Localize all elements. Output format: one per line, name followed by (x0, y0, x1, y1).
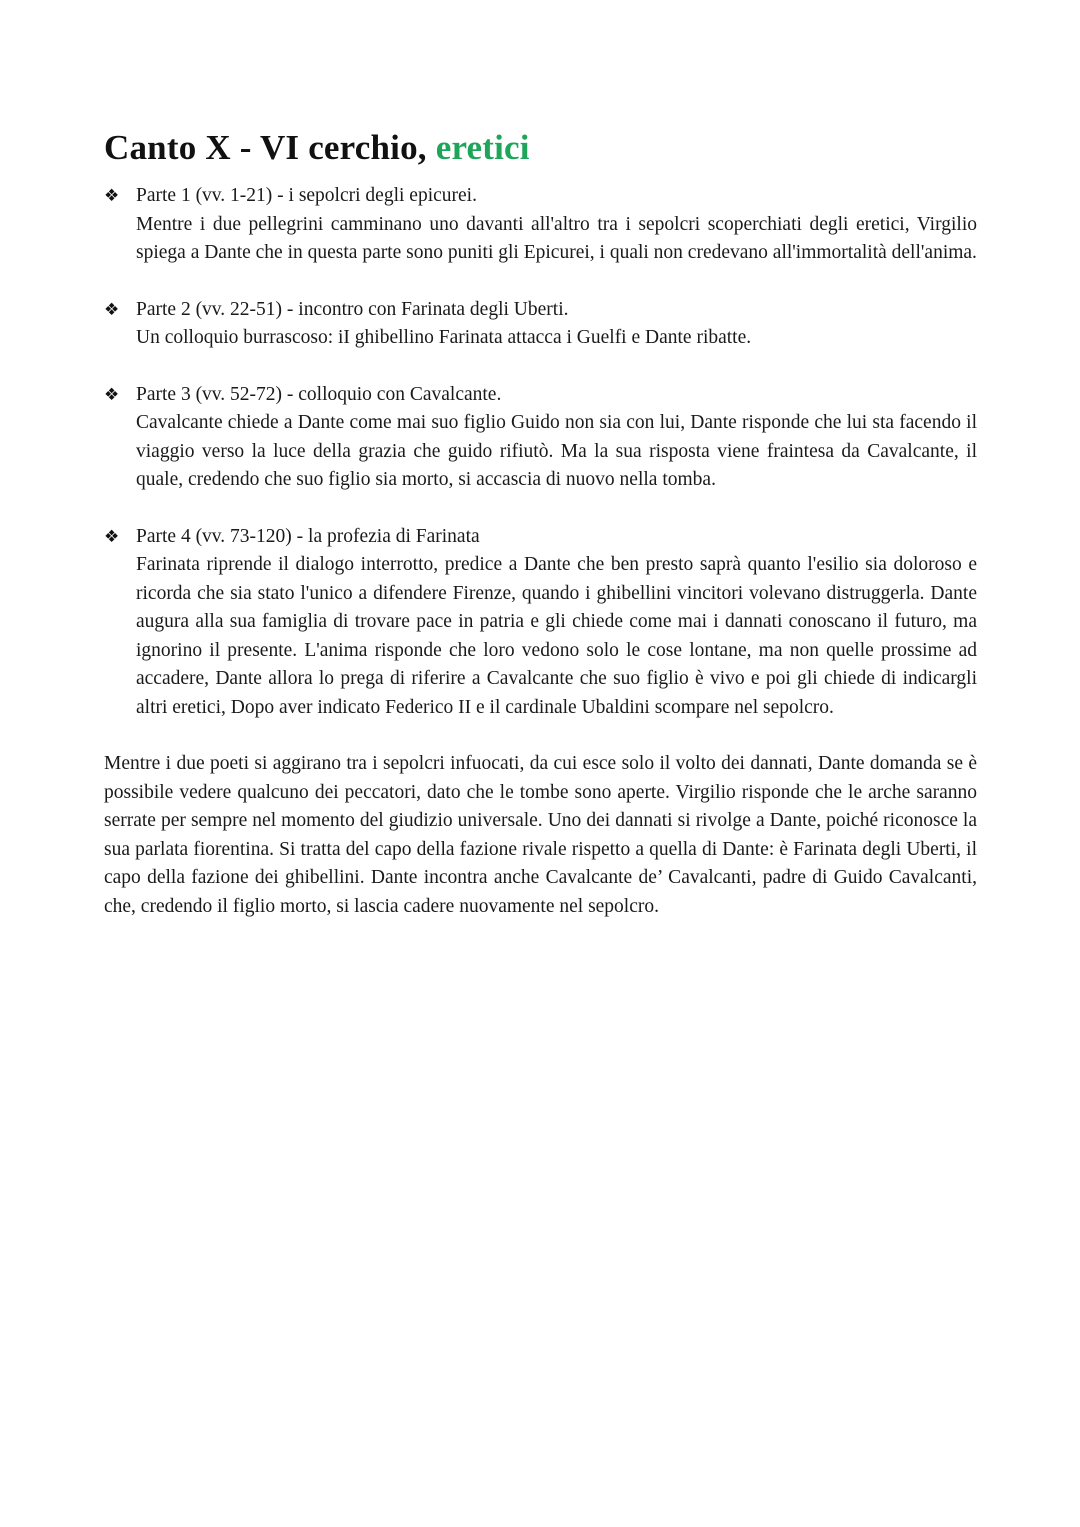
parts-list (104, 182, 977, 722)
part-body: Cavalcante chiede a Dante come mai suo figlio Guido non sia con lui, Dante risponde che lui sta facendo il viaggio verso la luce della grazia che guido rifiutò. Ma la sua risposta viene fraintesa da Cavalcante, il quale, credendo che suo figlio sia morto, si accascia di nuovo nella tomba. (136, 412, 977, 490)
part-heading: Parte 3 (vv. 52-72) - colloquio con Cavalcante. (136, 383, 502, 405)
document-page (104, 126, 977, 921)
diamond-bullet-icon: ❖ (104, 299, 120, 320)
list-item-part-3 (104, 381, 977, 495)
summary-paragraph: Mentre i due poeti si aggirano tra i sepolcri infuocati, da cui esce solo il volto dei dannati, Dante domanda se è possibile vedere qualcuno dei peccatori, dato che le tombe sono aperte. Virgilio risponde che le arche saranno serrate per sempre nel momento del giudizio universale. Uno dei dannati si rivolge a Dante, poiché riconosce la sua parlata fiorentina. Si tratta del capo della fazione rivale rispetto a quella di Dante: è Farinata degli Uberti, il capo della fazione dei ghibellini. Dante incontra anche Cavalcante de’ Cavalcanti, padre di Guido Cavalcanti, che, credendo il figlio morto, si lascia cadere nuovamente nel sepolcro. (104, 753, 977, 917)
title-accent: eretici (435, 128, 530, 167)
diamond-bullet-icon: ❖ (104, 526, 120, 547)
diamond-bullet-icon: ❖ (104, 186, 120, 206)
part-heading: Parte 4 (vv. 73-120) - la profezia di Farinata (136, 525, 480, 547)
page-title (104, 126, 977, 170)
list-item-part-1 (104, 182, 977, 268)
part-body: Un colloquio burrascoso: iI ghibellino Farinata attacca i Guelfi e Dante ribatte. (136, 327, 752, 348)
part-body: Mentre i due pellegrini camminano uno davanti all'altro tra i sepolcri scoperchiati degli eretici, Virgilio spiega a Dante che in questa parte sono puniti gli Epicurei, i quali non credevano all'immortalità dell'anima. (136, 213, 977, 263)
part-heading: Parte 1 (vv. 1-21) - i sepolcri degli epicurei. (136, 185, 477, 206)
part-body: Farinata riprende il dialogo interrotto, predice a Dante che ben presto saprà quanto l'esilio sia doloroso e ricorda che sia stato l'unico a difendere Firenze, quando i ghibellini vincitori volevano distruggerla. Dante augura alla sua famiglia di trovare pace in patria e gli chiede come mai i dannati conoscano il futuro, ma ignorino il presente. L'anima risponde che loro vedono solo le cose lontane, ma non quelle prossime ad accadere, Dante allora lo prega di riferire a Cavalcante che suo figlio è vivo e poi gli chiede di indicargli altri eretici, Dopo aver indicato Federico II e il cardinale Ubaldini scompare nel sepolcro. (136, 554, 977, 718)
list-item-part-2 (104, 296, 977, 353)
title-main: Canto X - VI cerchio, (104, 128, 436, 167)
part-heading: Parte 2 (vv. 22-51) - incontro con Farinata degli Uberti. (136, 298, 569, 320)
list-item-part-4 (104, 523, 977, 723)
diamond-bullet-icon: ❖ (104, 384, 120, 405)
